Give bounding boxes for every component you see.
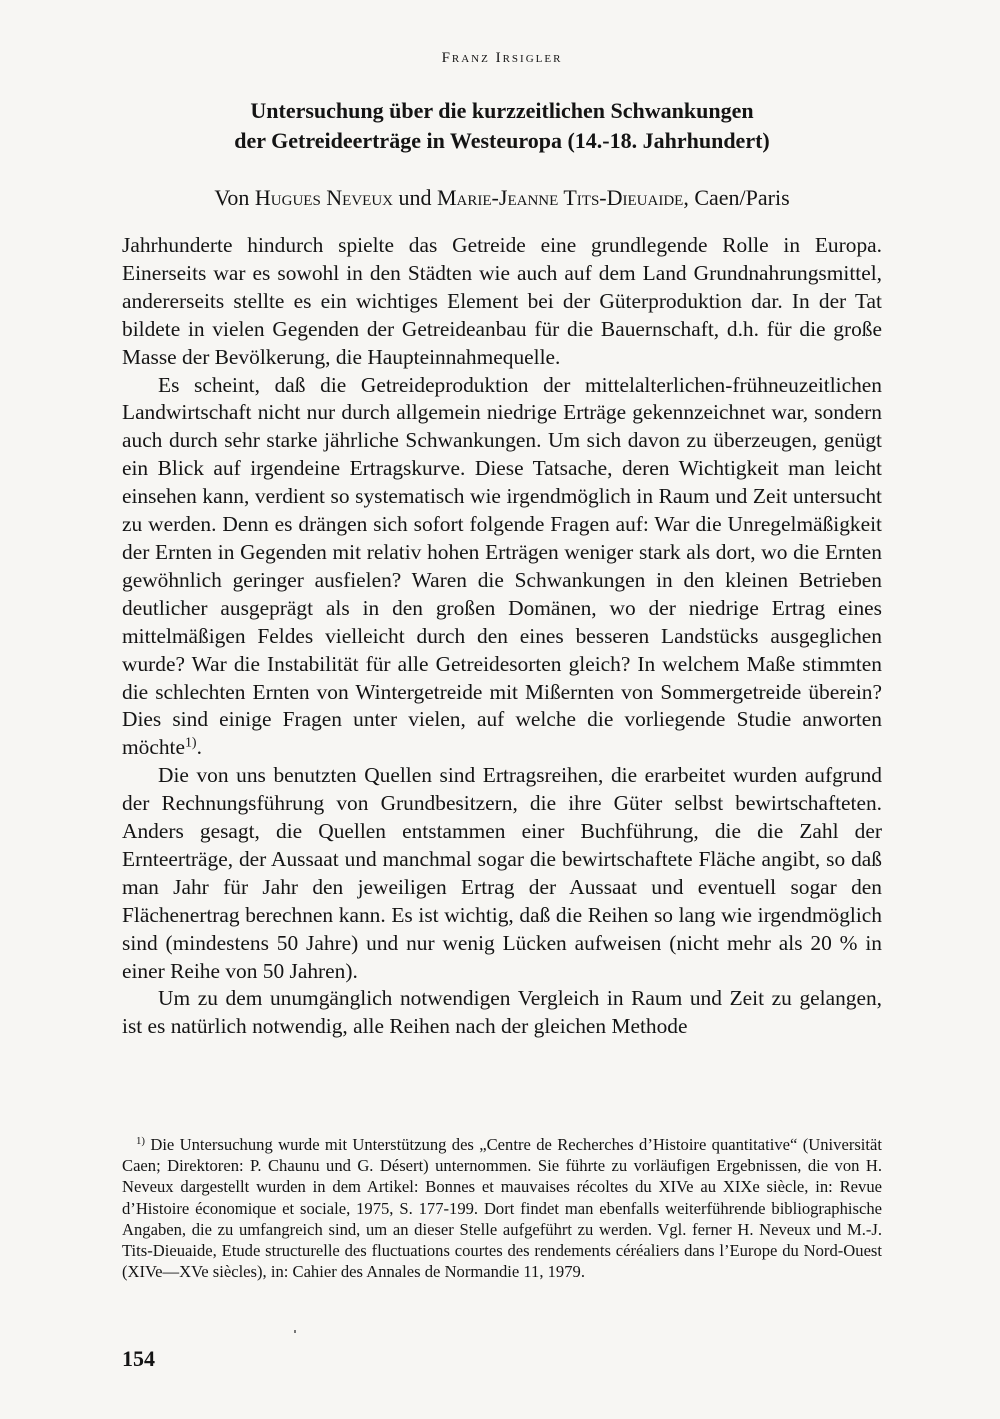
paragraph: Jahrhunderte hindurch spielte das Getreide eine grundlegende Rolle in Europa. Einerseits war es sowohl in den Städten wie auch auf dem Land Grundnahrungsmittel, andererseits stellte es ein wichtiges Element bei der Güterproduktion dar. In der Tat bildete in vielen Gegenden der Getreideanbau für die Bauernschaft, d.h. für die große Masse der Bevölkerung, die Haupteinnahmequelle. <box>122 233 882 369</box>
paragraph: Die von uns benutzten Quellen sind Ertragsreihen, die erarbeitet wurden aufgrund der Rechnungsführung von Grundbesitzern, die ihre Güter selbst bewirtschafteten. Anders gesagt, die Quellen entstammen einer Buchführung, die die Zahl der Ernteerträge, der Aussaat und manchmal sogar die bewirtschaftete Fläche angibt, so daß man Jahr für Jahr den jeweiligen Ertrag der Aussaat und eventuell sogar den Flächenertrag berechnen kann. Es ist wichtig, daß die Reihen so lang wie irgendmöglich sind (mindestens 50 Jahre) und nur wenig Lücken aufweisen (nicht mehr als 20 % in einer Reihe von 50 Jahren). <box>122 763 882 983</box>
paragraph <box>122 372 882 763</box>
body-text <box>122 232 882 1041</box>
byline-place: , Caen/Paris <box>683 185 790 210</box>
print-speck <box>294 1330 296 1333</box>
paragraph: Um zu dem unumgänglich notwendigen Vergleich in Raum und Zeit zu gelangen, ist es natürlich notwendig, alle Reihen nach der gleichen Methode <box>122 986 882 1039</box>
footnote-text: Die Untersuchung wurde mit Unterstützung des „Centre de Recherches d’Histoire quantitative“ (Universität Caen; Direktoren: P. Chaunu und G. Désert) unternommen. Sie führte zu vorläufigen Ergebnissen, die von H. Neveux dargestellt wurden in dem Artikel: Bonnes et mauvaises récoltes du XIVe au XIXe siècle, in: Revue d’Histoire économique et sociale, 1975, S. 177-199. Dort findet man ebenfalls weiterführende bibliographische Angaben, die zu umfangreich sind, um an dieser Stelle aufgeführt zu werden. Vgl. ferner H. Neveux und M.-J. Tits-Dieuaide, Etude structurelle des fluctuations courtes des rendements céréaliers dans l’Europe du Nord-Ouest (XIVe—XVe siècles), in: Cahier des Annales de Normandie 11, 1979. <box>122 1135 882 1282</box>
footnotes <box>122 1134 882 1282</box>
paragraph-text: Es scheint, daß die Getreideproduktion der mittelalterlichen-frühneuzeitlichen Landwirtschaft nicht nur durch allgemein niedrige Erträge gekennzeichnet war, sondern auch durch sehr starke jährliche Schwankungen. Um sich davon zu überzeugen, genügt ein Blick auf irgendeine Ertragskurve. Diese Tatsache, deren Wichtigkeit man leicht einsehen kann, verdient so systematisch wie irgendmöglich in Raum und Zeit untersucht zu werden. Denn es drängen sich sofort folgende Fragen auf: War die Unregelmäßigkeit der Ernten in Gegenden mit relativ hohen Erträgen weniger stark als dort, wo die Ernten gewöhnlich geringer ausfielen? Waren die Schwankungen in den kleinen Betrieben deutlicher ausgeprägt als in den großen Domänen, wo der niedrige Ertrag eines mittelmäßigen Feldes vielleicht durch den eines besseren Landstücks ausgeglichen wurde? War die Instabilität für alle Getreidesorten gleich? In welchem Maße stimmten die schlechten Ernten von Wintergetreide mit Mißernten von Sommergetreide überein? Dies sind einige Fragen unter vielen, auf welche die vorliegende Studie anworten möchte <box>122 372 882 760</box>
footnote-marker: 1) <box>136 1135 145 1148</box>
footnote-reference: 1) <box>184 735 197 751</box>
running-head: Franz Irsigler <box>441 50 563 66</box>
paragraph-tail: . <box>196 735 202 760</box>
title-line-2: der Getreideerträge in Westeuropa (14.-18. Jahrhundert) <box>234 128 770 153</box>
page-number: 154 <box>122 1346 155 1371</box>
footnote <box>122 1134 882 1282</box>
byline-prefix: Von <box>214 185 255 210</box>
author-1: Hugues Neveux <box>254 185 393 210</box>
title-line-1: Untersuchung über die kurzzeitlichen Schwankungen <box>250 98 754 123</box>
byline-conjunction: und <box>393 185 437 210</box>
byline <box>122 184 882 212</box>
journal-page <box>122 0 882 1419</box>
article-title <box>122 96 882 156</box>
author-2: Marie-Jeanne Tits-Dieuaide <box>437 185 684 210</box>
